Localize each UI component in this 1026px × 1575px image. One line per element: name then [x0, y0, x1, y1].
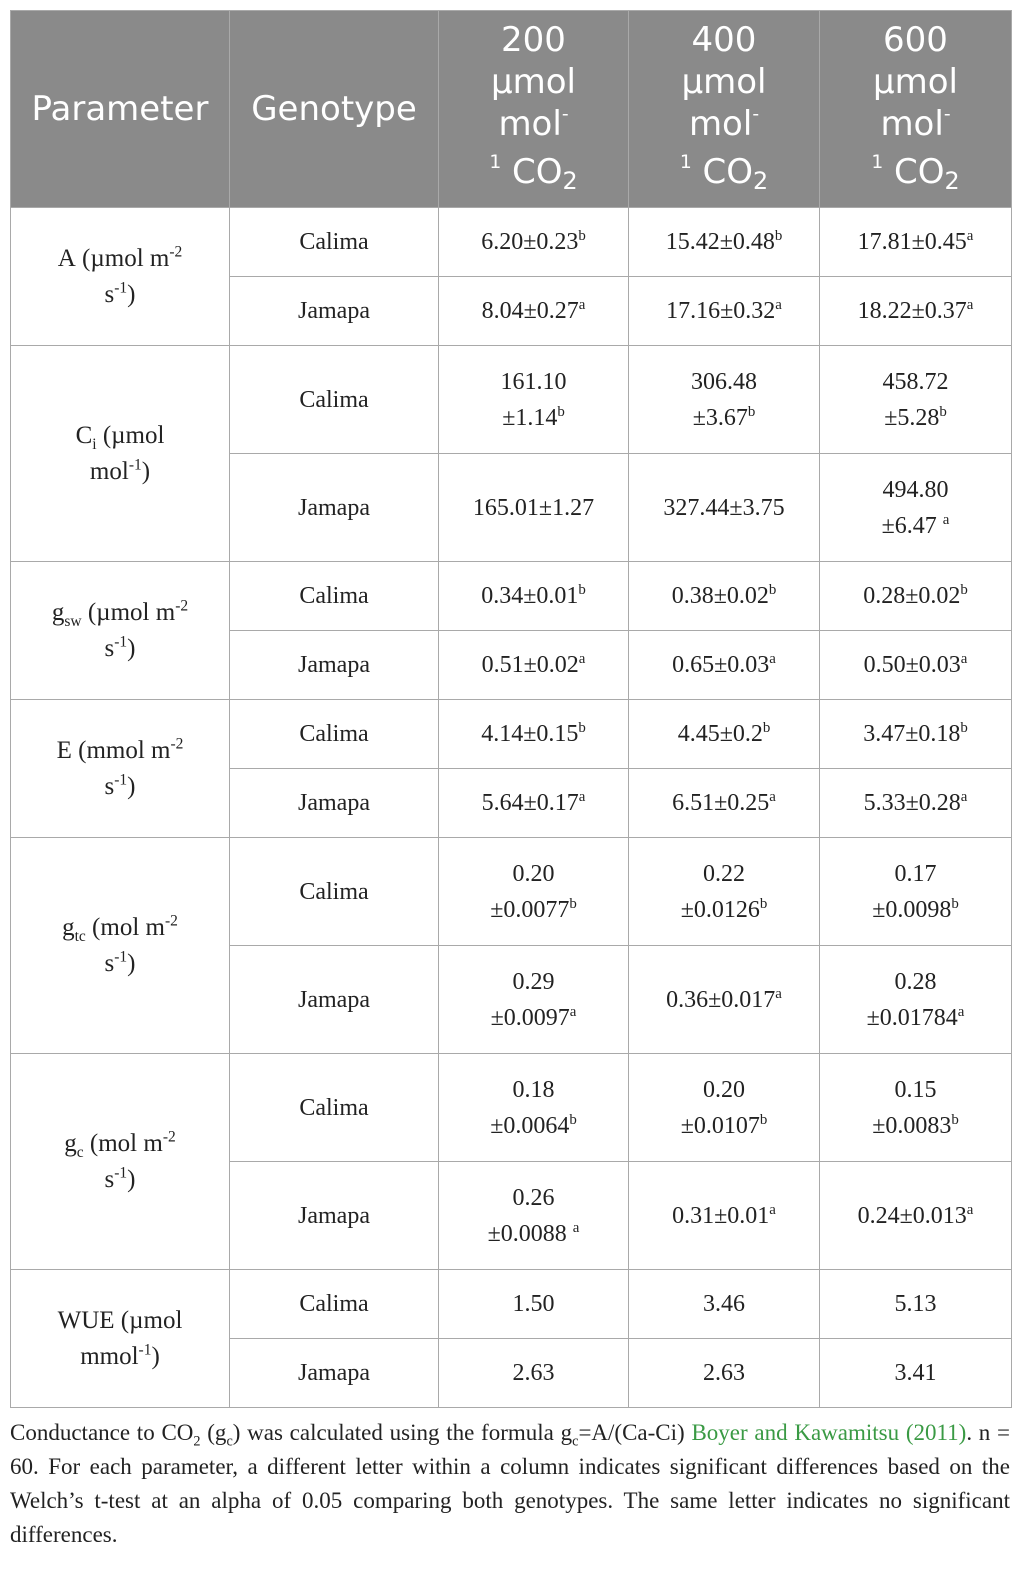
table-row	[11, 700, 1012, 769]
value-cell: 0.22 ±0.0126$^b$	[629, 838, 820, 946]
genotype-cell: Calima	[230, 346, 439, 454]
citation-link[interactable]: Boyer and Kawamitsu (2011)	[691, 1420, 967, 1445]
table-row	[11, 562, 1012, 631]
value-cell: 327.44±3.75	[629, 454, 820, 562]
value-cell: 17.16±0.32$^a$	[629, 277, 820, 346]
table-row	[11, 1270, 1012, 1339]
value-cell: 8.04±0.27$^a$	[439, 277, 629, 346]
table-row	[11, 838, 1012, 946]
param-gc: $g_c$ (mol $m^{-2}$ $s^{-1}$)	[11, 1054, 230, 1270]
value-cell: 6.20±0.23$^b$	[439, 208, 629, 277]
value-cell: 165.01±1.27	[439, 454, 629, 562]
table-row	[11, 1054, 1012, 1162]
value-cell: 0.20 ±0.0107$^b$	[629, 1054, 820, 1162]
genotype-cell: Calima	[230, 1054, 439, 1162]
value-cell: 5.33±0.28$^a$	[820, 769, 1012, 838]
value-cell: 0.28 ±0.01784$^a$	[820, 946, 1012, 1054]
genotype-cell: Jamapa	[230, 631, 439, 700]
value-cell: 17.81±0.45$^a$	[820, 208, 1012, 277]
genotype-cell: Calima	[230, 1270, 439, 1339]
genotype-cell: Jamapa	[230, 1162, 439, 1270]
header-row	[11, 11, 1012, 208]
value-cell: 161.10 ±1.14$^b$	[439, 346, 629, 454]
genotype-cell: Jamapa	[230, 454, 439, 562]
param-gsw: $g_{sw}$ (µmol $m^{-2}$ $s^{-1}$)	[11, 562, 230, 700]
table-row	[11, 208, 1012, 277]
value-cell: 3.47±0.18$^b$	[820, 700, 1012, 769]
value-cell: 0.51±0.02$^a$	[439, 631, 629, 700]
value-cell: 15.42±0.48$^b$	[629, 208, 820, 277]
value-cell: 3.41	[820, 1339, 1012, 1408]
results-table	[10, 10, 1012, 1408]
value-cell: 494.80 ±6.47 $^a$	[820, 454, 1012, 562]
value-cell: 0.29 ±0.0097$^a$	[439, 946, 629, 1054]
genotype-cell: Calima	[230, 562, 439, 631]
genotype-cell: Calima	[230, 838, 439, 946]
col-header-400: 400 µmol mol- $^1$ CO2	[629, 11, 820, 208]
value-cell: 458.72 ±5.28$^b$	[820, 346, 1012, 454]
param-gtc: $g_{tc}$ (mol $m^{-2}$ $s^{-1}$)	[11, 838, 230, 1054]
param-E: E (mmol $m^{-2}$ $s^{-1}$)	[11, 700, 230, 838]
value-cell: 1.50	[439, 1270, 629, 1339]
value-cell: 5.13	[820, 1270, 1012, 1339]
value-cell: 0.65±0.03$^a$	[629, 631, 820, 700]
table-footnote: Conductance to $CO_2$ $(g_c)$ was calculated using the formula $g_c=A/(Ca-Ci)$ Boyer and Kawamitsu (2011). n = 60. For each parameter, a different letter within a column indicates significant differences based on the Welch’s t-test at an alpha of 0.05 comparing both genotypes. The same letter indicates no significant differences.	[10, 1420, 1011, 1547]
value-cell: 2.63	[629, 1339, 820, 1408]
value-cell: 0.26 ±0.0088 $^a$	[439, 1162, 629, 1270]
param-A: A (µmol $m^{-2}$ $s^{-1}$)	[11, 208, 230, 346]
value-cell: 5.64±0.17$^a$	[439, 769, 629, 838]
value-cell: 4.45±0.2$^b$	[629, 700, 820, 769]
param-Ci: $C_i$ (µmol mol$^{-1}$)	[11, 346, 230, 562]
genotype-cell: Jamapa	[230, 1339, 439, 1408]
value-cell: 0.17 ±0.0098$^b$	[820, 838, 1012, 946]
col-header-600: 600 µmol mol- $^1$ CO2	[820, 11, 1012, 208]
genotype-cell: Jamapa	[230, 946, 439, 1054]
table-row	[11, 346, 1012, 454]
value-cell: 0.31±0.01$^a$	[629, 1162, 820, 1270]
genotype-cell: Jamapa	[230, 277, 439, 346]
genotype-cell: Jamapa	[230, 769, 439, 838]
col-header-200: 200 µmol mol- $^1$ CO2	[439, 11, 629, 208]
value-cell: 0.34±0.01$^b$	[439, 562, 629, 631]
genotype-cell: Calima	[230, 700, 439, 769]
value-cell: 0.18 ±0.0064$^b$	[439, 1054, 629, 1162]
value-cell: 0.28±0.02$^b$	[820, 562, 1012, 631]
value-cell: 0.38±0.02$^b$	[629, 562, 820, 631]
value-cell: 2.63	[439, 1339, 629, 1408]
col-header-genotype: Genotype	[230, 11, 439, 208]
value-cell: 0.24±0.013$^a$	[820, 1162, 1012, 1270]
value-cell: 0.50±0.03$^a$	[820, 631, 1012, 700]
value-cell: 0.20 ±0.0077$^b$	[439, 838, 629, 946]
genotype-cell: Calima	[230, 208, 439, 277]
value-cell: 0.15 ±0.0083$^b$	[820, 1054, 1012, 1162]
value-cell: 306.48 ±3.67$^b$	[629, 346, 820, 454]
value-cell: 3.46	[629, 1270, 820, 1339]
value-cell: 6.51±0.25$^a$	[629, 769, 820, 838]
col-header-parameter: Parameter	[11, 11, 230, 208]
value-cell: 4.14±0.15$^b$	[439, 700, 629, 769]
param-WUE: WUE (µmol mmol$^{-1}$)	[11, 1270, 230, 1408]
value-cell: 0.36±0.017$^a$	[629, 946, 820, 1054]
results-table-container	[10, 10, 1011, 1408]
value-cell: 18.22±0.37$^a$	[820, 277, 1012, 346]
